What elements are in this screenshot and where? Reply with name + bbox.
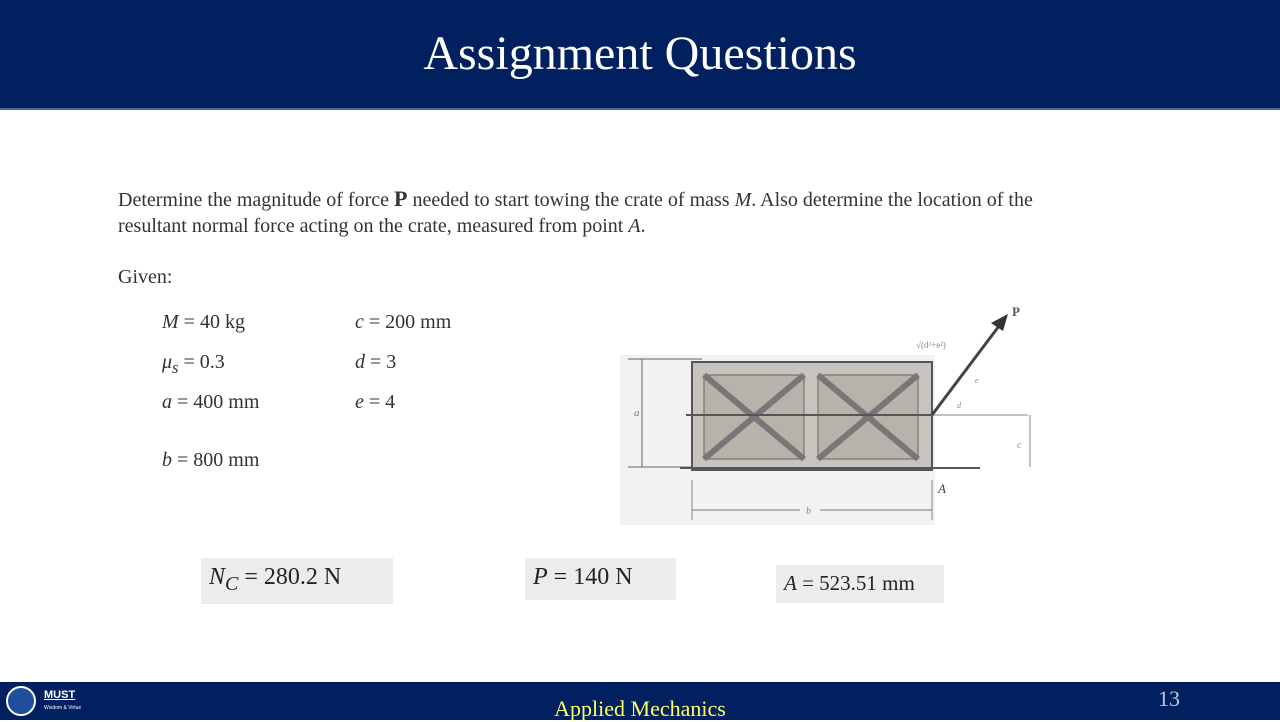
answer-value: = 523.51 mm	[802, 571, 915, 595]
label-P: P	[1012, 304, 1020, 319]
var-symbol: c	[355, 311, 364, 333]
problem-text-1: Determine the magnitude of force	[118, 189, 394, 211]
page-number: 13	[1158, 686, 1180, 711]
label-b: b	[806, 506, 811, 517]
answer-symbol: N	[209, 564, 226, 590]
var-value: = 0.3	[183, 351, 225, 373]
answer-subscript: C	[225, 572, 239, 595]
logo-subtitle: Wisdom & Virtue	[44, 705, 82, 711]
var-symbol: d	[355, 351, 365, 373]
var-symbol: μ	[162, 351, 173, 373]
given-a	[162, 391, 259, 414]
var-value: = 4	[368, 391, 396, 413]
point-symbol: A	[628, 215, 641, 237]
problem-text-4: .	[640, 215, 646, 237]
answer-symbol: A	[784, 571, 797, 595]
given-b	[162, 449, 259, 472]
given-c	[355, 311, 451, 334]
given-e	[355, 391, 395, 414]
slide-footer	[0, 682, 1280, 720]
problem-statement	[118, 186, 1058, 239]
given-label: Given:	[118, 266, 173, 288]
var-value: = 400 mm	[177, 391, 260, 413]
problem-text-3: . Also determine the location of the resultant normal force acting on the crate, measured from point	[118, 189, 1033, 237]
var-value: = 200 mm	[368, 311, 452, 333]
course-title: Applied Mechanics	[554, 696, 726, 721]
label-A: A	[938, 481, 946, 496]
answer-normal-force	[201, 558, 393, 604]
answer-value: = 280.2 N	[244, 564, 342, 590]
var-symbol: b	[162, 449, 172, 471]
given-M	[162, 311, 245, 334]
var-value: = 3	[370, 351, 397, 373]
label-hypotenuse: √(d²+e²)	[916, 340, 946, 350]
var-symbol: M	[162, 311, 179, 333]
force-arrowhead	[991, 314, 1008, 331]
logo-text: MUST	[44, 689, 76, 701]
answer-symbol: P	[533, 564, 548, 590]
crate-diagram	[620, 300, 1040, 525]
answer-force-P	[525, 558, 676, 600]
problem-text-2: needed to start towing the crate of mass	[407, 189, 735, 211]
label-c: c	[1017, 440, 1022, 451]
var-value: = 40 kg	[183, 311, 245, 333]
answer-location-A	[776, 565, 944, 603]
var-subscript: s	[172, 358, 179, 377]
slide-header	[0, 0, 1280, 110]
given-d	[355, 351, 396, 374]
mass-symbol: M	[734, 189, 752, 211]
label-a: a	[634, 407, 640, 419]
label-d: d	[957, 401, 961, 410]
var-symbol: e	[355, 391, 364, 413]
force-symbol: P	[394, 186, 408, 211]
answer-value: = 140 N	[553, 564, 633, 590]
force-line	[932, 322, 1002, 415]
label-e: e	[975, 376, 979, 385]
var-symbol: a	[162, 391, 172, 413]
given-mu	[162, 351, 225, 378]
var-value: = 800 mm	[177, 449, 260, 471]
slide-title: Assignment Questions	[423, 27, 857, 80]
